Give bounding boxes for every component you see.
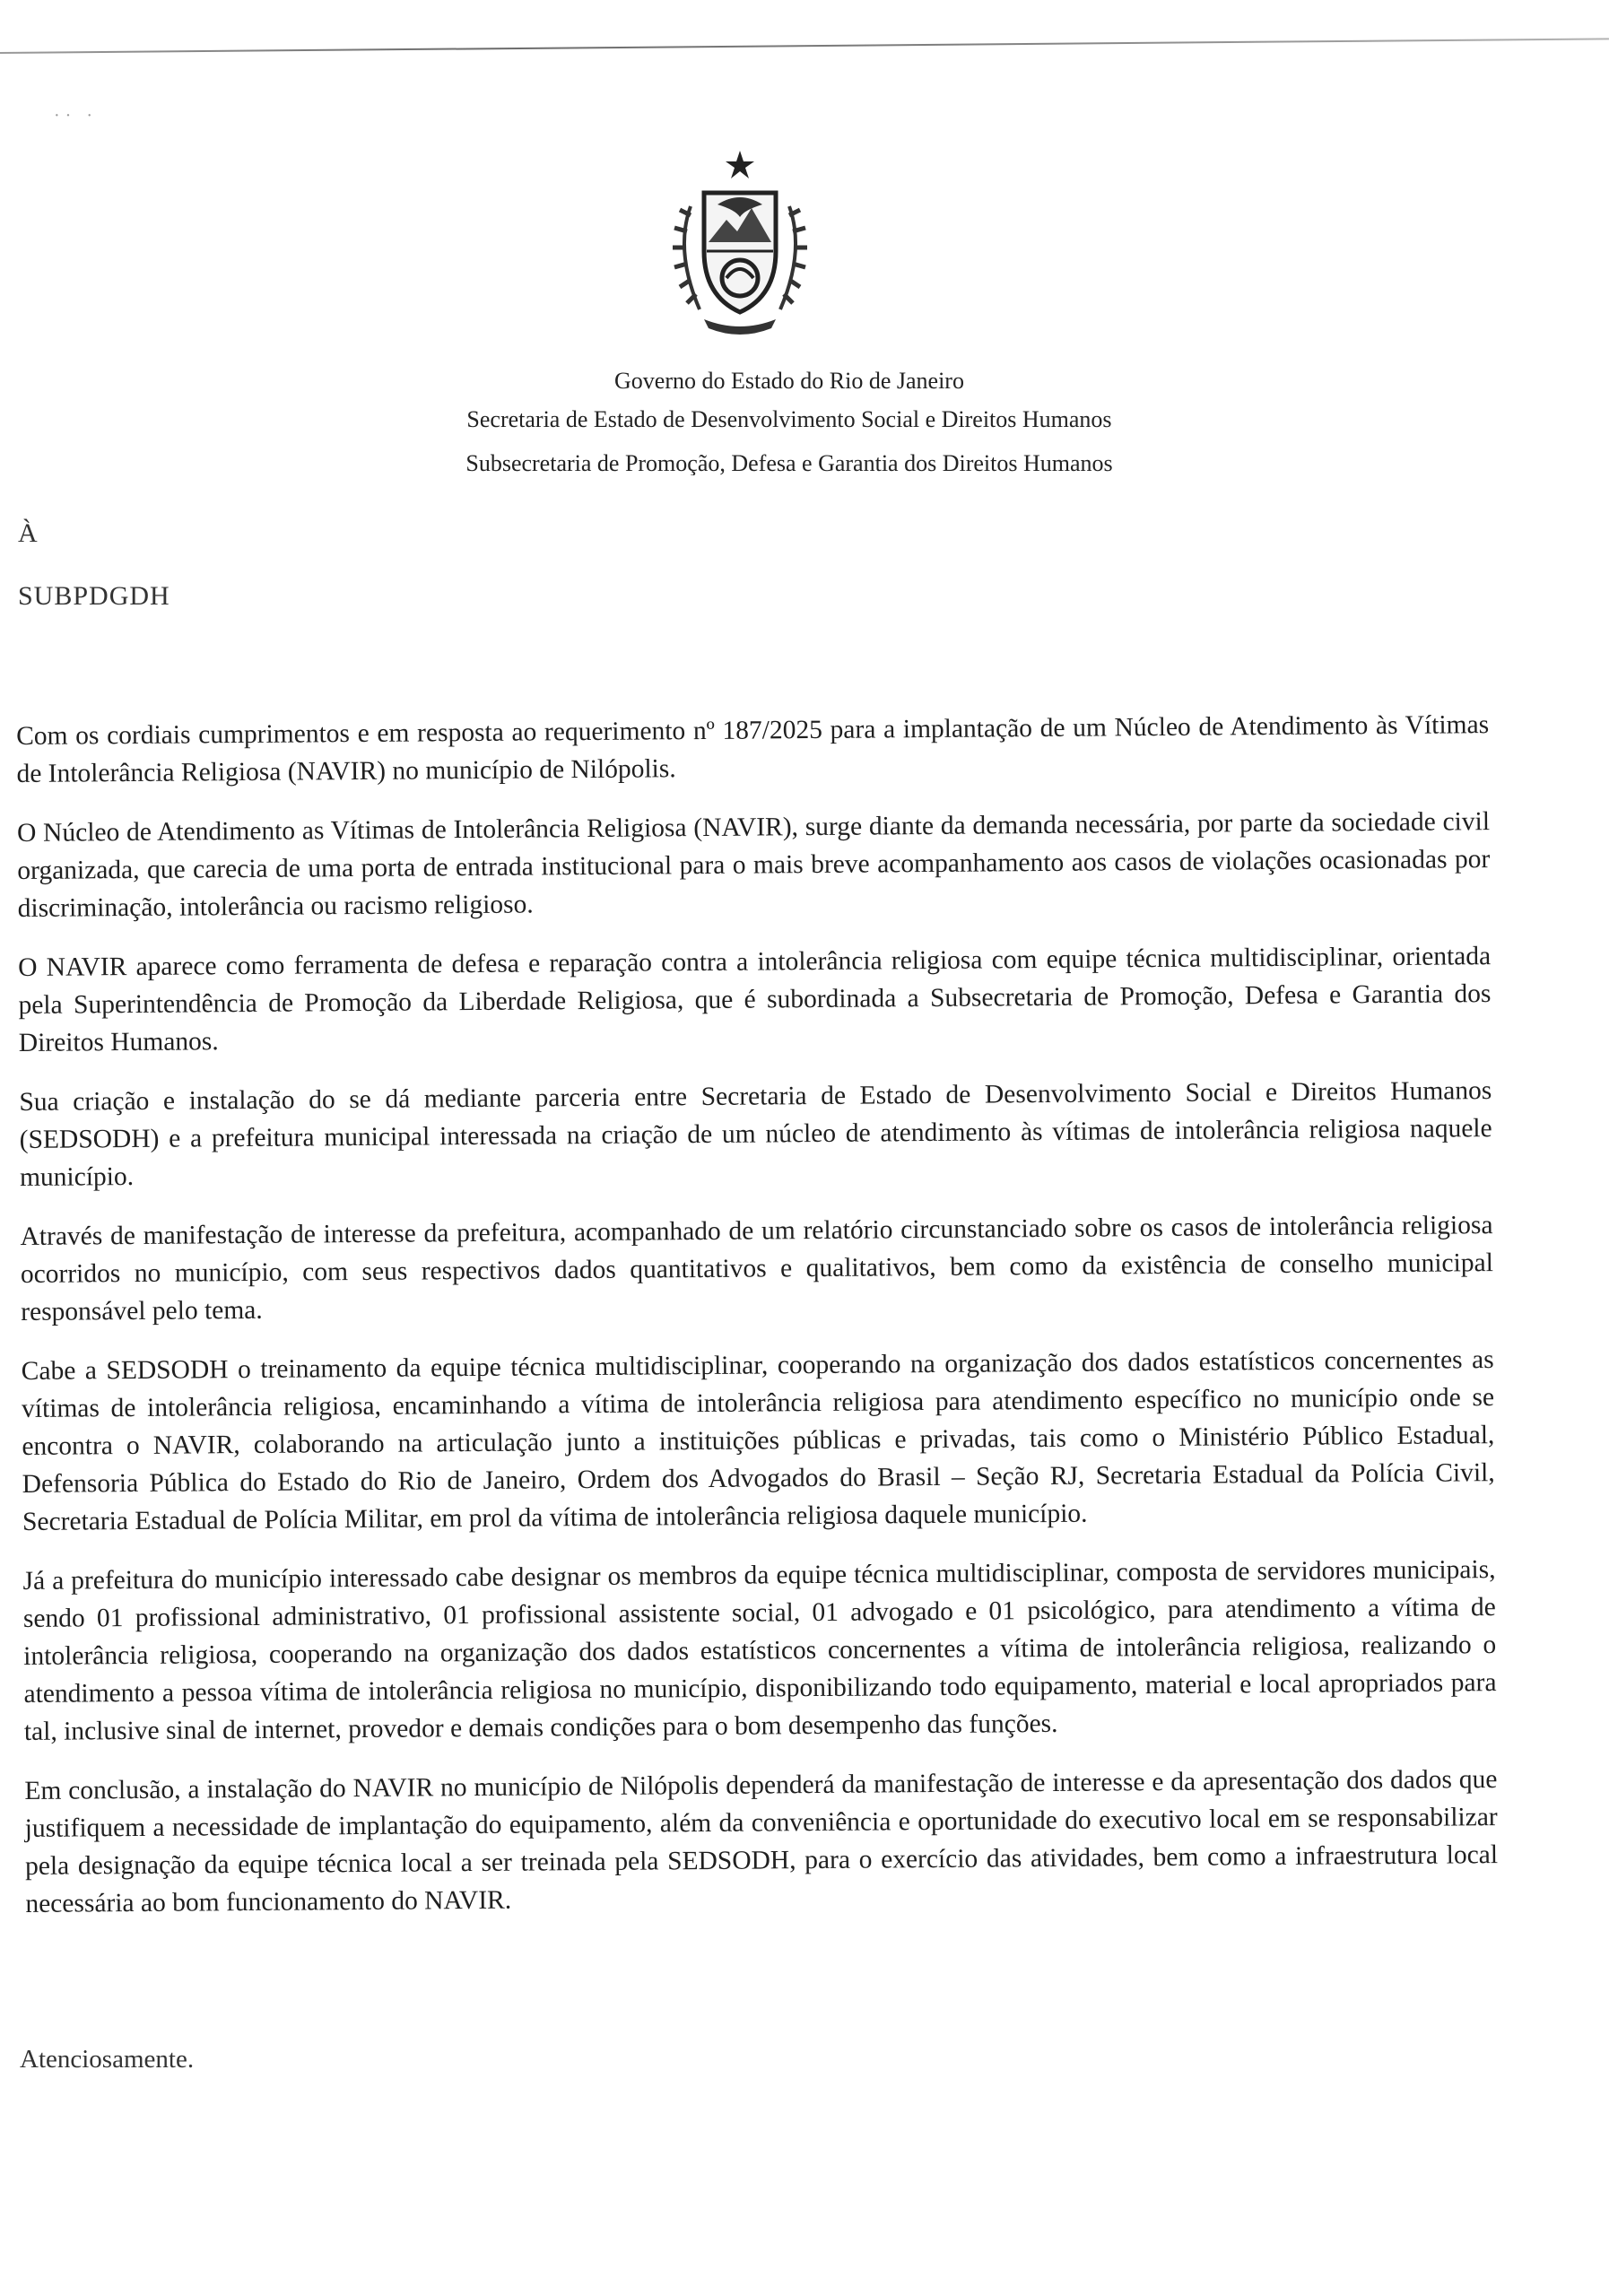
paragraph-navir-purpose: O NAVIR aparece como ferramenta de defesa e reparação contra a intolerância religiosa com equipe técnica multidisciplinar, orientada pela Superintendência de Promoção da Liberdade Religiosa, que é subordinada a Subsecretaria de Promoção, Defesa e Garantia dos Direitos Humanos. <box>18 942 1492 1057</box>
paragraph-sedsodh-role: Cabe a SEDSODH o treinamento da equipe técnica multidisciplinar, cooperando na organização dos dados estatísticos concernentes as vítimas de intolerância religiosa, encaminhando a vítima de intolerância religiosa para atendimento específico no município onde se encontra o NAVIR, colaborando na articulação junto a instituições públicas e privadas, tais como o Ministério Público Estadual, Defensoria Pública do Estado do Rio de Janeiro, Ordem dos Advogados do Brasil – Seção RJ, Secretaria Estadual da Polícia Civil, Secretaria Estadual de Polícia Militar, em prol da vítima de intolerância religiosa daquele município. <box>21 1345 1495 1536</box>
address-to: À <box>18 518 38 548</box>
paragraph-partnership: Sua criação e instalação do se dá mediante parceria entre Secretaria de Estado de Desenvolvimento Social e Direitos Humanos (SEDSODH) e a prefeitura municipal interessada na criação de um núcleo de atendimento às vítimas de intolerância religiosa naquele município. <box>19 1076 1492 1192</box>
header-secretariat: Secretaria de Estado de Desenvolvimento Social e Direitos Humanos <box>466 406 1112 432</box>
paragraph-navir-origin: O Núcleo de Atendimento as Vítimas de Intolerância Religiosa (NAVIR), surge diante da demanda necessária, por parte da sociedade civil organizada, que carecia de uma porta de entrada institucional para o mais breve acompanhamento aos casos de violações ocasionadas por discriminação, intolerância ou racismo religioso. <box>16 807 1491 923</box>
paragraph-requirements: Através de manifestação de interesse da prefeitura, acompanhado de um relatório circunstanciado sobre os casos de intolerância religiosa ocorridos no município, com seus respectivos dados quantitativos e qualitativos, bem como da existência de conselho municipal responsável pelo tema. <box>20 1211 1493 1326</box>
header-government: Governo do Estado do Rio de Janeiro <box>614 368 964 394</box>
paragraph-intro: Com os cordiais cumprimentos e em resposta ao requerimento nº 187/2025 para a implantação de um Núcleo de Atendimento às Vítimas de Intolerância Religiosa (NAVIR) no município de Nilópolis. <box>16 710 1490 788</box>
closing-salutation: Atenciosamente. <box>20 2045 195 2074</box>
header-subsecretariat: Subsecretaria de Promoção, Defesa e Garantia dos Direitos Humanos <box>465 450 1113 475</box>
scan-noise: ·· · <box>54 106 98 126</box>
state-coat-of-arms-icon <box>655 144 825 341</box>
paragraph-conclusion: Em conclusão, a instalação do NAVIR no município de Nilópolis dependerá da manifestação de interesse e da apresentação dos dados que justifiquem a necessidade de implantação do equipamento, além da conveniência e oportunidade do executivo local em se responsabilizar pela designação da equipe técnica local a ser treinada pela SEDSODH, para o exercício das atividades, bem como a infraestrutura local necessária ao bom funcionamento do NAVIR. <box>24 1765 1499 1918</box>
letter-body <box>16 706 1499 1944</box>
scan-edge-line <box>0 38 1609 54</box>
paragraph-prefecture-role: Já a prefeitura do município interessado cabe designar os membros da equipe técnica multidisciplinar, composta de servidores municipais, sendo 01 profissional administrativo, 01 profissional assistente social, 01 advogado e 01 psicológico, para atendimento a vítima de intolerância religiosa, cooperando na organização dos dados estatísticos concernentes a vítima de intolerância religiosa, realizando o atendimento a pessoa vítima de intolerância religiosa no município, disponibilizando todo equipamento, material e local apropriados para tal, inclusive sinal de internet, provedor e demais condições para o bom desempenho das funções. <box>22 1555 1497 1746</box>
address-department: SUBPDGDH <box>18 581 170 611</box>
